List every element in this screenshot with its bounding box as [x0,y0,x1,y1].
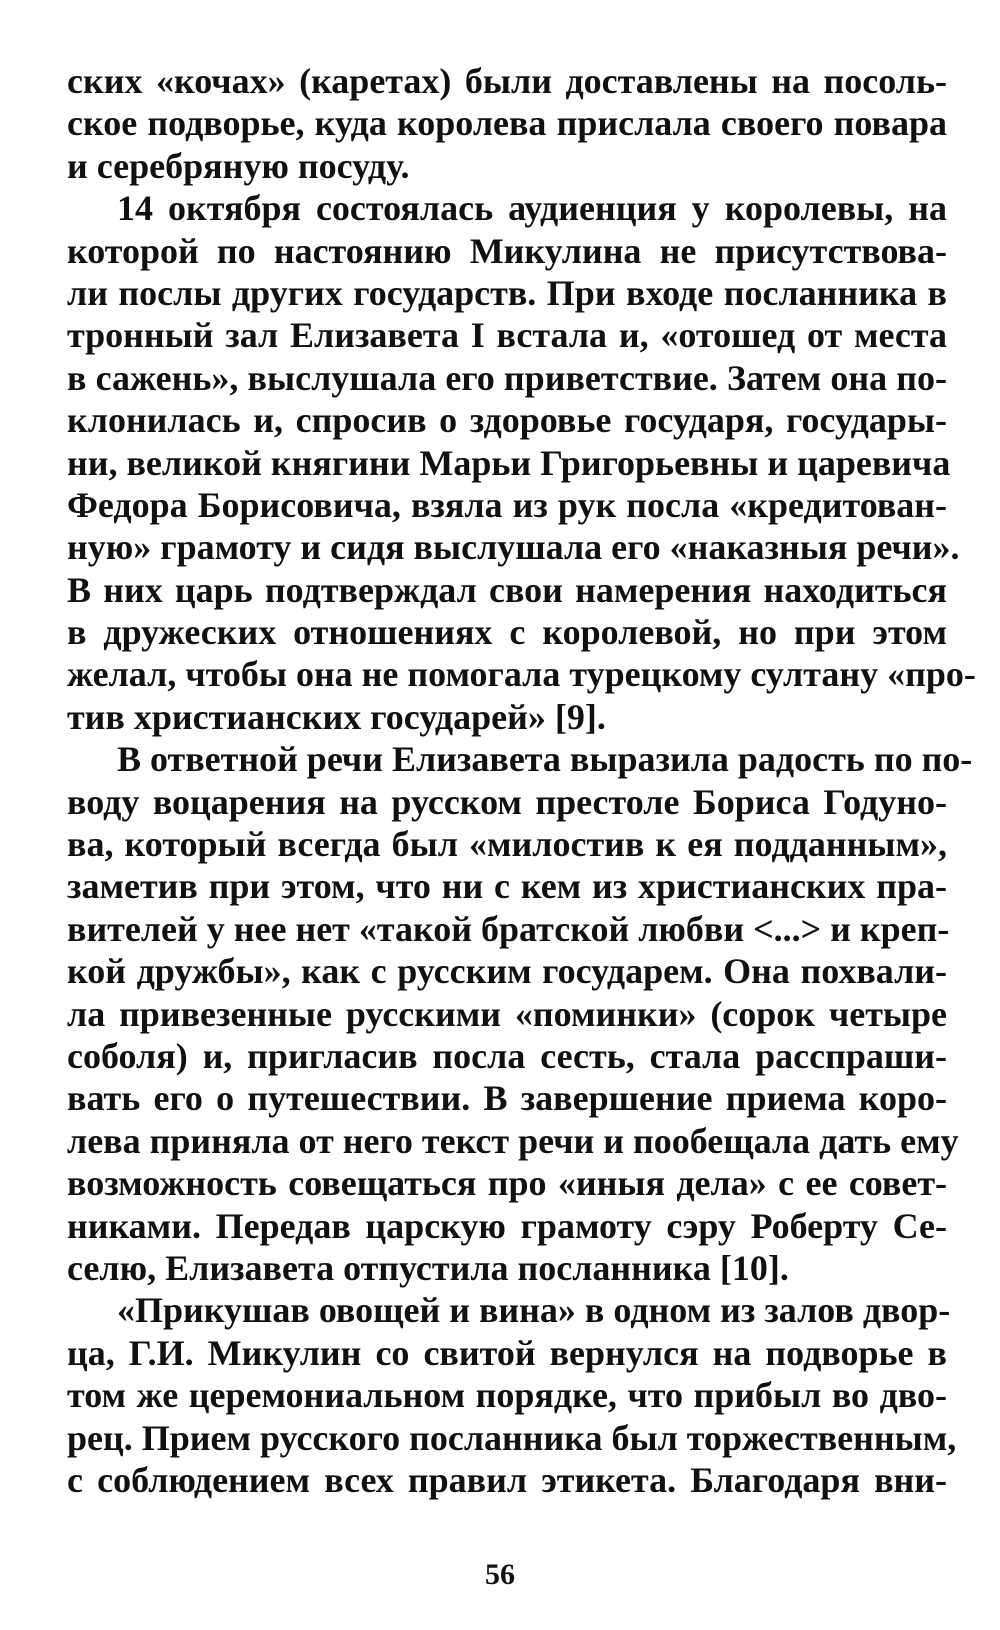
text-line: «Прикушав овощей и вина» в одном из залов двор- [117,1290,951,1331]
text-line: том же церемониальном порядке, что прибыл во дво- [67,1375,947,1416]
text-line: возможность совещаться про «иныя дела» с ее совет- [67,1163,947,1204]
text-line: лева приняла от него текст речи и пообещала дать ему [67,1120,959,1161]
text-line: никами. Передав царскую грамоту сэру Роберту Се- [67,1205,947,1246]
paragraph [67,60,947,187]
text-line: желал, чтобы она не помогала турецкому султану «про- [67,654,976,695]
text-line: клонилась и, спросив о здоровье государя, государы- [67,400,947,441]
text-line: Федора Борисовича, взяла из рук посла «кредитован- [67,484,947,525]
text-line: заметив при этом, что ни с кем из христианских пра- [67,866,947,907]
text-line: ную» грамоту и сидя выслушала его «наказныя речи». [67,527,960,568]
text-line: кой дружбы», как с русским государем. Она похвали- [67,951,947,992]
text-line: В ответной речи Елизавета выразила радость по по- [117,739,973,780]
text-line: ских «кочах» (каретах) были доставлены на посоль- [67,61,947,101]
paragraph [67,738,973,1289]
text-line: 14 октября состоялась аудиенция у королевы, на [117,188,947,229]
page-body [67,60,976,1501]
text-line: тронный зал Елизавета I встала и, «отошед от места [67,315,947,356]
text-line: тив христианских государей» [9]. [67,696,606,737]
paragraph [67,1289,957,1501]
text-line: ни, великой княгини Марьи Григорьевны и царевича [67,442,951,483]
text-line: соболя) и, пригласив посла сесть, стала расспраши- [67,1035,947,1076]
text-line: которой по настоянию Микулина не присутствова- [67,230,947,271]
text-line: и серебряную посуду. [67,145,410,186]
text-line: в дружеских отношениях с королевой, но при этом [67,612,947,653]
text-line: В них царь подтверждал свои намерения находиться [67,569,947,610]
text-line: ли послы других государств. При входе посланника в [67,272,947,313]
text-line: вать его о путешествии. В завершение приема коро- [67,1078,947,1119]
text-line: ва, который всегда был «милостив к ея подданным», [67,824,947,865]
page-number: 56 [485,1558,515,1591]
text-line: вителей у нее нет «такой братской любви <...> и креп- [67,908,950,949]
text-line: ское подворье, куда королева прислала своего повара [67,103,947,144]
text-line: ца, Г.И. Микулин со свитой вернулся на подворье в [67,1332,947,1373]
text-line: ла привезенные русскими «поминки» (сорок четыре [67,993,947,1034]
paragraph [67,187,976,738]
text-line: в сажень», выслушала его приветствие. Затем она по- [67,357,947,398]
text-line: рец. Прием русского посланника был торжественным, [67,1417,957,1458]
text-line: селю, Елизавета отпустила посланника [10]. [67,1247,789,1288]
text-line: воду воцарения на русском престоле Бориса Годуно- [67,781,947,822]
text-line: с соблюдением всех правил этикета. Благодаря вни- [67,1459,947,1500]
